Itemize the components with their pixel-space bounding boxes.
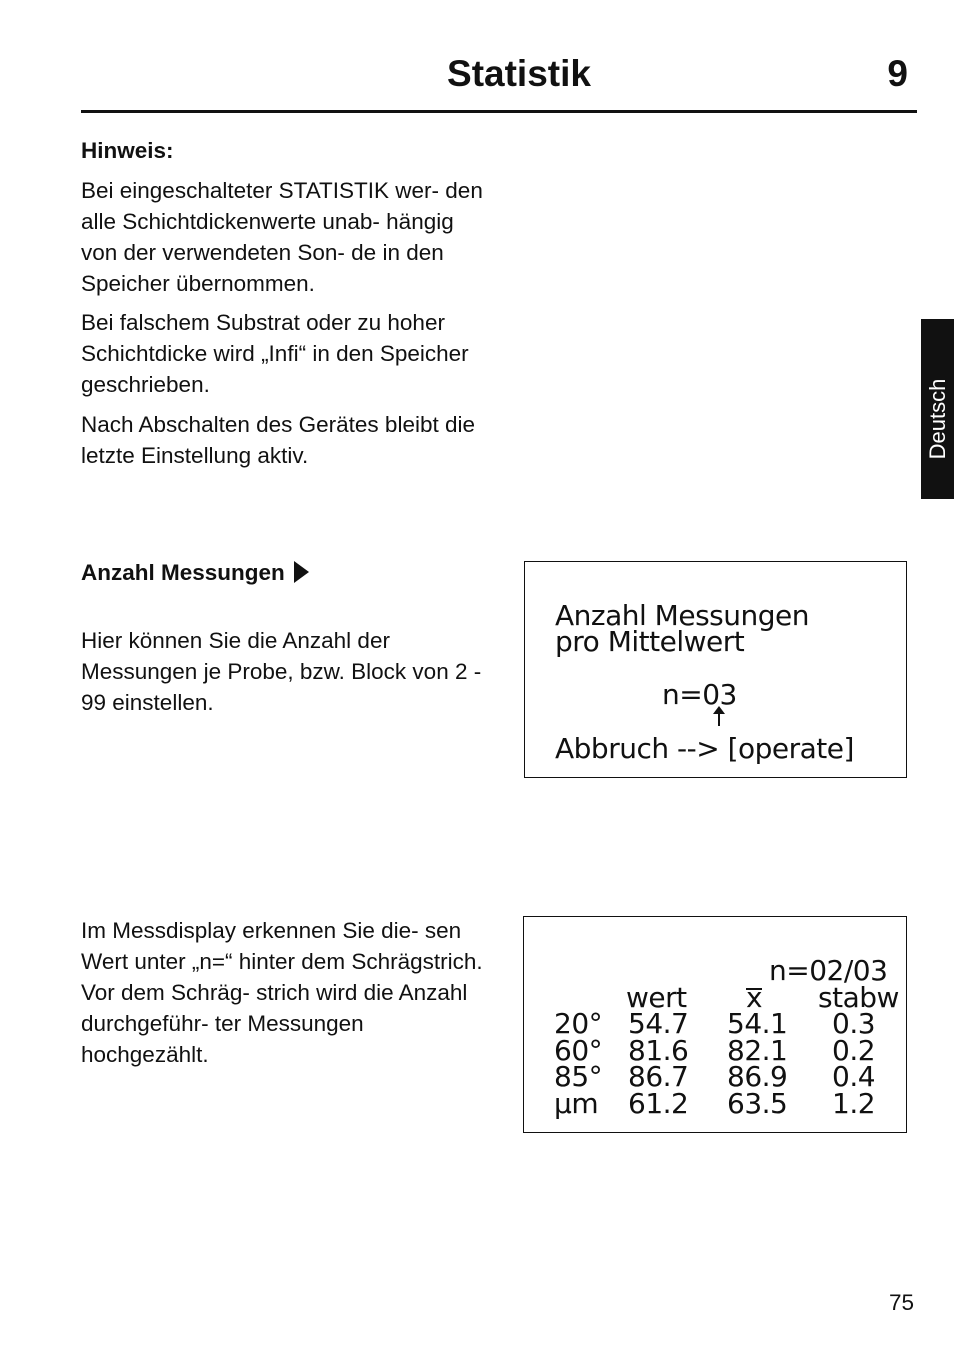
row-mean: 82.1 bbox=[727, 1034, 788, 1067]
display-line-1: Anzahl Messungen bbox=[555, 599, 809, 632]
section-paragraph-1: Hier können Sie die Anzahl der Messungen je Probe, bzw. Block von 2 - 99 einstellen. bbox=[81, 628, 482, 715]
row-label: 85° bbox=[554, 1060, 603, 1093]
section-heading-label: Anzahl Messungen bbox=[81, 560, 285, 585]
row-wert: 54.7 bbox=[628, 1007, 689, 1040]
note-paragraph-2: Bei falschem Substrat oder zu hoher Schichtdicke wird „Infi“ in den Speicher geschrieben. bbox=[81, 310, 469, 397]
note-heading: Hinweis: bbox=[81, 138, 174, 163]
row-mean: 63.5 bbox=[727, 1087, 788, 1120]
note-paragraph-3: Nach Abschalten des Gerätes bleibt die letzte Einstellung aktiv. bbox=[81, 412, 475, 468]
triangle-right-icon bbox=[294, 561, 309, 583]
section-paragraph-2: Im Messdisplay erkennen Sie die- sen Wert unter „n=“ hinter dem Schrägstrich. Vor dem Schräg- strich wird die Anzahl durchgeführ- ter Messungen hochgezählt. bbox=[81, 918, 483, 1067]
row-label: 60° bbox=[554, 1034, 603, 1067]
header-divider bbox=[81, 110, 917, 113]
display-settings-screen bbox=[524, 561, 907, 778]
row-wert: 86.7 bbox=[628, 1060, 689, 1093]
row-stabw: 0.2 bbox=[832, 1034, 876, 1067]
row-stabw: 0.4 bbox=[832, 1060, 876, 1093]
row-mean: 86.9 bbox=[727, 1060, 788, 1093]
row-mean: 54.1 bbox=[727, 1007, 788, 1040]
section-heading bbox=[81, 557, 309, 588]
note-paragraph-1: Bei eingeschalteter STATISTIK wer- den alle Schichtdickenwerte unab- hängig von der verwendeten Son- de in den Speicher übernommen. bbox=[81, 178, 483, 296]
language-tab-label: Deutsch bbox=[924, 378, 950, 460]
row-wert: 81.6 bbox=[628, 1034, 689, 1067]
display-count: n=02/03 bbox=[769, 954, 888, 987]
chapter-number: 9 bbox=[887, 53, 908, 94]
page-title: Statistik bbox=[447, 53, 591, 94]
page-number: 75 bbox=[888, 1290, 914, 1315]
column-header-mean: x bbox=[746, 981, 763, 1014]
row-wert: 61.2 bbox=[628, 1087, 689, 1120]
display-n-value: n=03 bbox=[662, 678, 737, 711]
column-header-stabw: stabw bbox=[818, 981, 899, 1014]
row-label: µm bbox=[554, 1087, 599, 1120]
column-header-wert: wert bbox=[626, 981, 687, 1014]
display-measurement-screen bbox=[523, 916, 907, 1133]
display-line-4: Abbruch --> [operate] bbox=[555, 732, 854, 765]
row-label: 20° bbox=[554, 1007, 603, 1040]
display-line-2: pro Mittelwert bbox=[555, 625, 745, 658]
up-arrow-icon bbox=[718, 712, 720, 726]
row-stabw: 1.2 bbox=[832, 1087, 876, 1120]
language-tab bbox=[921, 319, 954, 499]
row-stabw: 0.3 bbox=[832, 1007, 876, 1040]
